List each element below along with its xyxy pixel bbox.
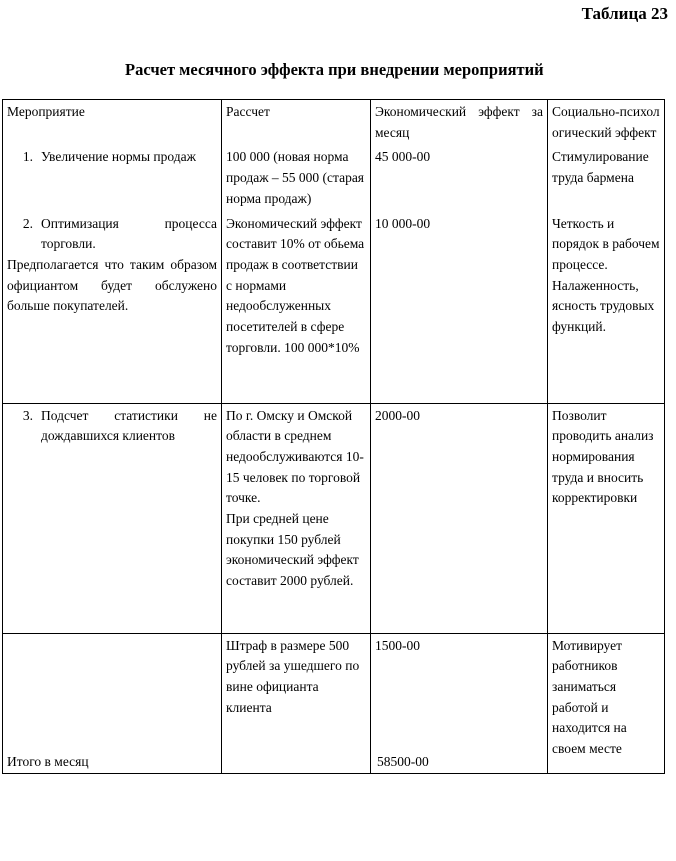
social-cell: Позволит проводить анализ нормирования труда и вносить корректировки — [548, 403, 665, 633]
measure-text: Подсчет статистики не дождавшихся клиентов — [41, 407, 217, 444]
calc-cell: 100 000 (новая норма продаж – 55 000 (старая норма продаж) — [222, 145, 371, 211]
social-cell: Стимулирование труда бармена — [548, 145, 665, 211]
table-row — [3, 403, 665, 633]
calc-text-2: При средней цене покупки 150 рублей экономический эффект составит 2000 рублей. — [226, 511, 359, 589]
header-econ: Экономический эффект за месяц — [371, 100, 548, 146]
econ-cell: 2000-00 — [371, 403, 548, 633]
total-label: Итого в месяц — [7, 753, 89, 769]
item-number: 3. — [22, 407, 33, 423]
header-calc: Рассчет — [222, 100, 371, 146]
total-value: 58500-00 — [377, 753, 429, 769]
econ-cell — [371, 633, 548, 773]
econ-cell: 45 000-00 — [371, 145, 548, 211]
table-row — [3, 145, 665, 211]
item-number: 1. — [22, 149, 33, 165]
table-title: Расчет месячного эффекта при внедрении мероприятий — [125, 60, 544, 79]
measure-note: Предполагается что таким образом официантом будет обслужено больше покупателей. — [7, 256, 217, 314]
measure-text: Оптимизация процесса торговли. — [41, 215, 217, 252]
table-number: Таблица 23 — [581, 4, 668, 23]
social-cell: Четкость и порядок в рабочем процессе. Налаженность, ясность трудовых функций. — [548, 212, 665, 404]
calc-cell — [222, 403, 371, 633]
measure-cell — [3, 145, 222, 211]
measure-cell — [3, 403, 222, 633]
table-row — [3, 633, 665, 773]
econ-value: 1500-00 — [375, 637, 420, 653]
total-label-cell — [3, 633, 222, 773]
header-measure: Мероприятие — [3, 100, 222, 146]
calc-text: По г. Омску и Омской области в среднем недообслуживаются 10-15 человек по торговой точке. — [226, 407, 364, 506]
social-cell: Мотивирует работников заниматься работой и находится на своем месте — [548, 633, 665, 773]
effect-table — [2, 99, 665, 774]
measure-text: Увеличение нормы продаж — [41, 149, 196, 165]
calc-cell: Экономический эффект составит 10% от обьема продаж в соответствии с нормами недообслуженных посетителей в сфере торговли. 100 000*10% — [222, 212, 371, 404]
table-row — [3, 212, 665, 404]
calc-cell: Штраф в размере 500 рублей за ушедшего по вине официанта клиента — [222, 633, 371, 773]
header-social: Социально-психологический эффект — [548, 100, 665, 146]
measure-cell — [3, 212, 222, 404]
econ-cell: 10 000-00 — [371, 212, 548, 404]
table-header-row — [3, 100, 665, 146]
item-number: 2. — [22, 215, 33, 231]
